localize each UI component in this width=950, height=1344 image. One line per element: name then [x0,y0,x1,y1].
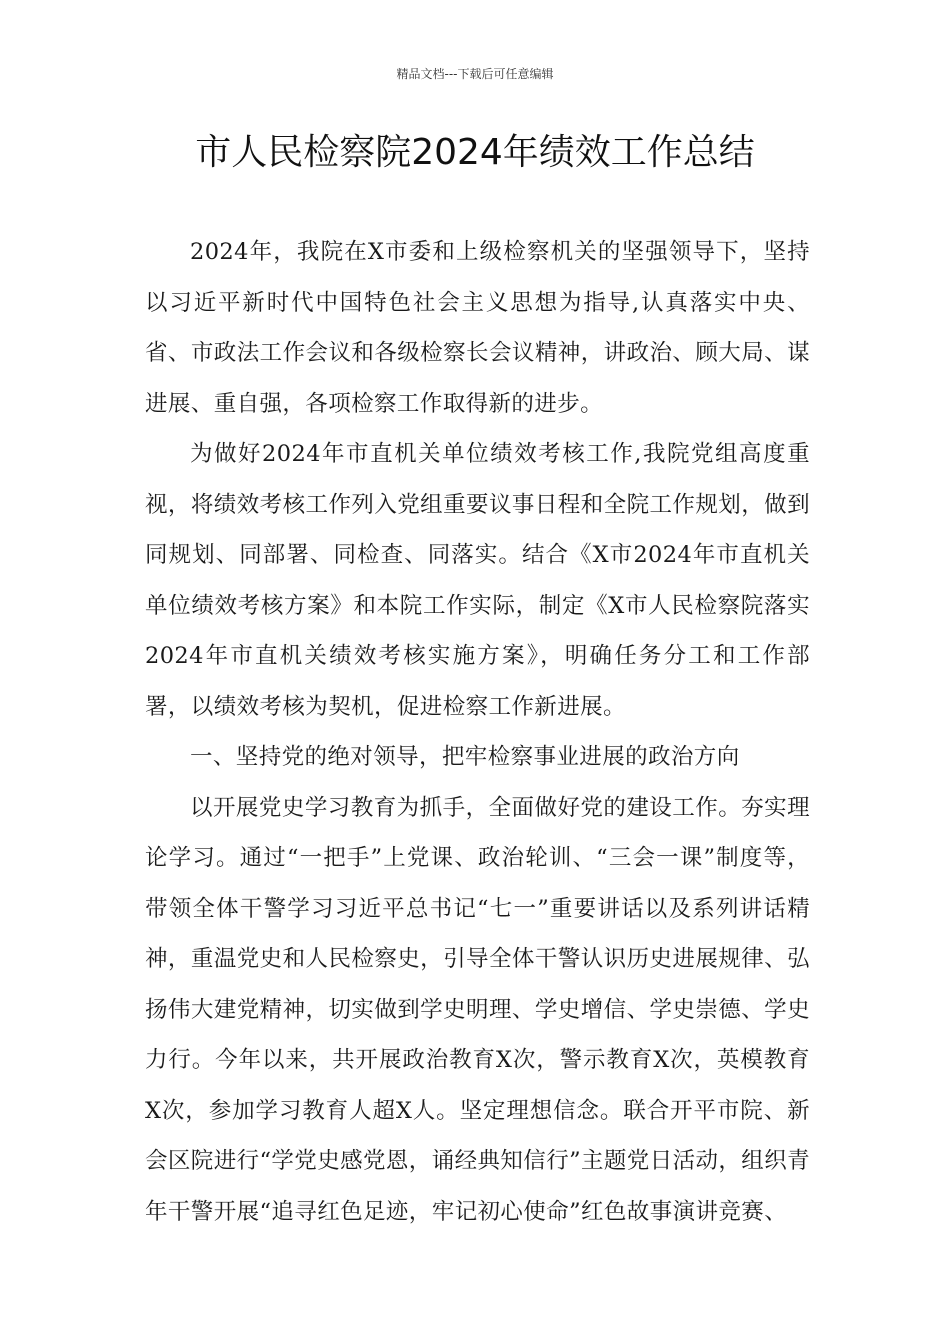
header-note: 精品文档---下载后可任意编辑 [396,67,554,81]
document-body [145,227,810,1237]
paragraph-assessment: 为做好2024年市直机关单位绩效考核工作,我院党组高度重视，将绩效考核工作列入党组重要议事日程和全院工作规划，做到同规划、同部署、同检查、同落实。结合《X市2024年市直机关单位绩效考核方案》和本院工作实际，制定《X市人民检察院落实2024年市直机关绩效考核实施方案》，明确任务分工和工作部署，以绩效考核为契机，促进检察工作新进展。 [145,441,810,720]
paragraph-intro: 2024年，我院在X市委和上级检察机关的坚强领导下，坚持以习近平新时代中国特色社会主义思想为指导,认真落实中央、省、市政法工作会议和各级检察长会议精神，讲政治、顾大局、谋进展、重自强，各项检察工作取得新的进步。 [145,239,810,417]
paragraph-party-building: 以开展党史学习教育为抓手，全面做好党的建设工作。夯实理论学习。通过“一把手”上党课、政治轮训、“三会一课”制度等，带领全体干警学习习近平总书记“七一”重要讲话以及系列讲话精神，重温党史和人民检察史，引导全体干警认识历史进展规律、弘扬伟大建党精神，切实做到学史明理、学史增信、学史崇德、学史力行。今年以来，共开展政治教育X次，警示教育X次，英模教育X次，参加学习教育人超X人。坚定理想信念。联合开平市院、新会区院进行“学党史感党恩，诵经典知信行”主题党日活动，组织青年干警开展“追寻红色足迹，牢记初心使命”红色故事演讲竞赛、 [145,794,811,1225]
document-title: 市人民检察院2024年绩效工作总结 [195,132,755,173]
section-heading-1: 一、坚持党的绝对领导，把牢检察事业进展的政治方向 [190,744,740,770]
